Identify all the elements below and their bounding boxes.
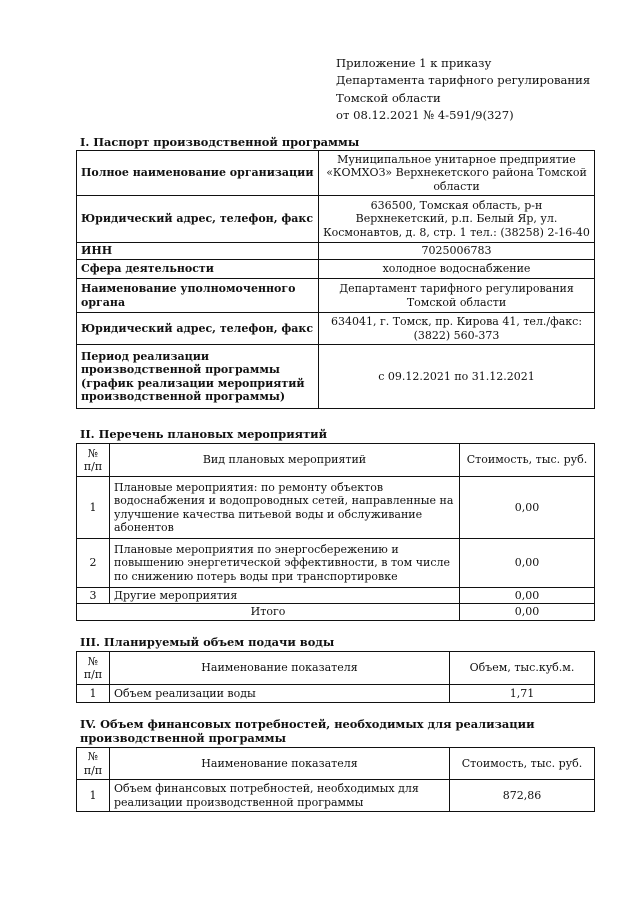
col-header-name: Наименование показателя — [110, 652, 450, 685]
annex-line-4: от 08.12.2021 № 4-591/9(327) — [336, 108, 514, 123]
table-row — [77, 151, 595, 196]
row-num: 1 — [77, 685, 110, 703]
row-name: Объем финансовых потребностей, необходимых для реализации производственной программы — [110, 780, 450, 812]
passport-value: 634041, г. Томск, пр. Кирова 41, тел./факс: (3822) 560-373 — [319, 313, 595, 345]
table-row — [77, 196, 595, 243]
section-3-title: III. Планируемый объем подачи воды — [80, 635, 335, 649]
passport-value: 7025006783 — [319, 243, 595, 260]
row-cost: 0,00 — [460, 539, 595, 588]
table-row — [77, 345, 595, 409]
row-cost: 0,00 — [460, 477, 595, 539]
row-num: 1 — [77, 477, 110, 539]
table-row — [77, 279, 595, 313]
table-header-row — [77, 748, 595, 780]
financial-needs-table — [76, 747, 595, 812]
annex-line-3: Томской области — [336, 90, 441, 105]
row-name: Плановые мероприятия по энергосбережению и повышению энергетической эффективности, в том числе по снижению потерь воды при транспортировке — [110, 539, 460, 588]
row-name: Другие мероприятия — [110, 588, 460, 604]
annex-line-2: Департамента тарифного регулирования — [336, 73, 591, 88]
row-volume: 1,71 — [450, 685, 595, 703]
section-2-title: II. Перечень плановых мероприятий — [80, 427, 328, 441]
row-name: Объем реализации воды — [110, 685, 450, 703]
passport-label: Сфера деятельности — [77, 260, 319, 279]
table-row — [77, 243, 595, 260]
total-cost: 0,00 — [460, 604, 595, 620]
water-volume-table — [76, 651, 595, 703]
annex-header — [336, 55, 590, 125]
row-num: 3 — [77, 588, 110, 604]
col-header-name: Вид плановых мероприятий — [110, 444, 460, 477]
table-row — [77, 588, 595, 604]
passport-value: Департамент тарифного регулирования Томской области — [319, 279, 595, 313]
row-name: Плановые мероприятия: по ремонту объектов водоснабжения и водопроводных сетей, направленные на улучшение качества питьевой воды и обслуживание абонентов — [110, 477, 460, 539]
table-row — [77, 685, 595, 703]
passport-table — [76, 150, 595, 409]
row-num: 2 — [77, 539, 110, 588]
passport-value: Муниципальное унитарное предприятие «КОМХОЗ» Верхнекетского района Томской области — [319, 151, 595, 196]
col-header-name: Наименование показателя — [110, 748, 450, 780]
row-cost: 872,86 — [450, 780, 595, 812]
table-header-row — [77, 444, 595, 477]
activities-table — [76, 443, 595, 621]
passport-label: Юридический адрес, телефон, факс — [77, 196, 319, 243]
passport-label: Период реализации производственной программы (график реализации мероприятий производственной программы) — [77, 345, 319, 409]
table-row — [77, 780, 595, 812]
row-num: 1 — [77, 780, 110, 812]
table-row — [77, 260, 595, 279]
passport-label: Наименование уполномоченного органа — [77, 279, 319, 313]
col-header-num: № п/п — [77, 444, 110, 477]
passport-value: 636500, Томская область, р-н Верхнекетский, р.п. Белый Яр, ул. Космонавтов, д. 8, стр. 1 тел.: (38258) 2-16-40 — [319, 196, 595, 243]
section-1-title: I. Паспорт производственной программы — [80, 135, 360, 149]
passport-label: Юридический адрес, телефон, факс — [77, 313, 319, 345]
total-label: Итого — [77, 604, 460, 620]
annex-line-1: Приложение 1 к приказу — [336, 56, 492, 70]
passport-value: с 09.12.2021 по 31.12.2021 — [319, 345, 595, 409]
passport-value: холодное водоснабжение — [319, 260, 595, 279]
section-4-title: IV. Объем финансовых потребностей, необходимых для реализации производственной программы — [80, 717, 535, 745]
passport-label: ИНН — [77, 243, 319, 260]
table-row — [77, 313, 595, 345]
table-row — [77, 539, 595, 588]
table-total-row — [77, 604, 595, 620]
table-row — [77, 477, 595, 539]
col-header-num: № п/п — [77, 652, 110, 685]
table-header-row — [77, 652, 595, 685]
col-header-num: № п/п — [77, 748, 110, 780]
col-header-cost: Стоимость, тыс. руб. — [450, 748, 595, 780]
passport-label: Полное наименование организации — [77, 151, 319, 196]
row-cost: 0,00 — [460, 588, 595, 604]
col-header-volume: Объем, тыс.куб.м. — [450, 652, 595, 685]
col-header-cost: Стоимость, тыс. руб. — [460, 444, 595, 477]
